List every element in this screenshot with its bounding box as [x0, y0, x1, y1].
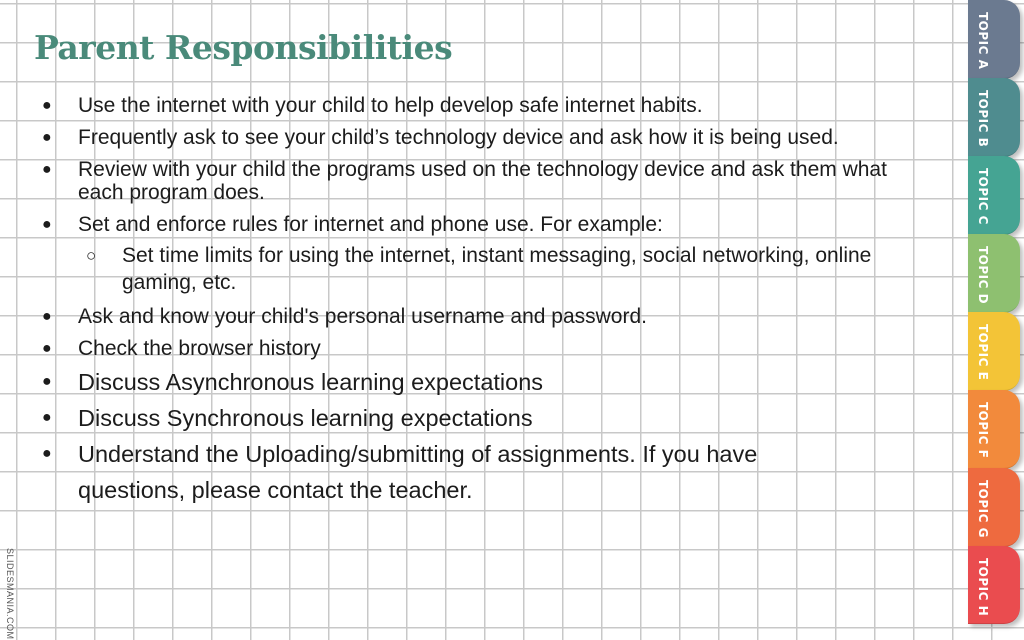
list-item: [38, 126, 918, 149]
tab-topic-h[interactable]: [968, 546, 1020, 624]
tab-label: TOPIC H: [976, 558, 990, 617]
bullet-marker: ●: [42, 216, 52, 233]
tab-label: TOPIC G: [976, 480, 990, 538]
tab-topic-c[interactable]: [968, 156, 1020, 235]
sub-list-item: [78, 242, 918, 296]
bullet-marker: ●: [42, 373, 52, 390]
tab-topic-b[interactable]: [968, 78, 1020, 157]
tab-topic-g[interactable]: [968, 468, 1020, 547]
bullet-marker: ●: [42, 445, 52, 462]
bullet-marker: ●: [42, 308, 52, 325]
topic-tabs: [968, 0, 1024, 623]
list-item: [38, 305, 918, 328]
bullet-marker: ●: [42, 97, 52, 114]
credit-text: SLIDESMANIA.COM: [5, 548, 15, 640]
tab-topic-a[interactable]: [968, 0, 1020, 79]
tab-topic-f[interactable]: [968, 390, 1020, 469]
tab-label: TOPIC C: [976, 168, 990, 225]
list-item: [38, 94, 918, 117]
list-item-text: Use the internet with your child to help develop safe internet habits.: [78, 94, 703, 117]
bullet-marker: ●: [42, 161, 52, 178]
list-item-text: Frequently ask to see your child’s technology device and ask how it is being used.: [78, 126, 839, 149]
list-item-text: Understand the Uploading/submitting of assignments. If you have questions, please contact the teacher.: [78, 441, 758, 503]
list-item: [38, 158, 918, 204]
tab-label: TOPIC F: [976, 402, 990, 459]
bullet-marker: ●: [42, 129, 52, 146]
slide-title: Parent Responsibilities: [34, 28, 453, 67]
sub-list: [78, 242, 918, 296]
list-item-text: Review with your child the programs used on the technology device and ask them what each program does.: [78, 158, 887, 204]
list-item: [38, 213, 918, 296]
bullet-marker: ●: [42, 409, 52, 426]
sub-list-item-text: Set time limits for using the internet, instant messaging, social networking, online gaming, etc.: [122, 244, 872, 294]
list-item-text: Set and enforce rules for internet and phone use. For example:: [78, 213, 663, 236]
tab-topic-d[interactable]: [968, 234, 1020, 313]
tab-label: TOPIC E: [976, 324, 990, 381]
bullet-list: [38, 94, 918, 508]
bullet-marker: ●: [42, 340, 52, 357]
tab-label: TOPIC B: [976, 90, 990, 148]
tab-label: TOPIC A: [976, 12, 990, 70]
tab-topic-e[interactable]: [968, 312, 1020, 391]
list-item-text: Discuss Asynchronous learning expectations: [78, 369, 544, 395]
tab-label: TOPIC D: [976, 246, 990, 305]
list-item: [38, 436, 838, 508]
list-item-text: Discuss Synchronous learning expectations: [78, 405, 533, 431]
list-item-text: Check the browser history: [78, 337, 321, 360]
list-item: [38, 364, 918, 400]
list-item: [38, 337, 918, 360]
sub-bullet-marker: ○: [86, 246, 97, 265]
list-item: [38, 400, 918, 436]
list-item-text: Ask and know your child's personal username and password.: [78, 305, 647, 328]
